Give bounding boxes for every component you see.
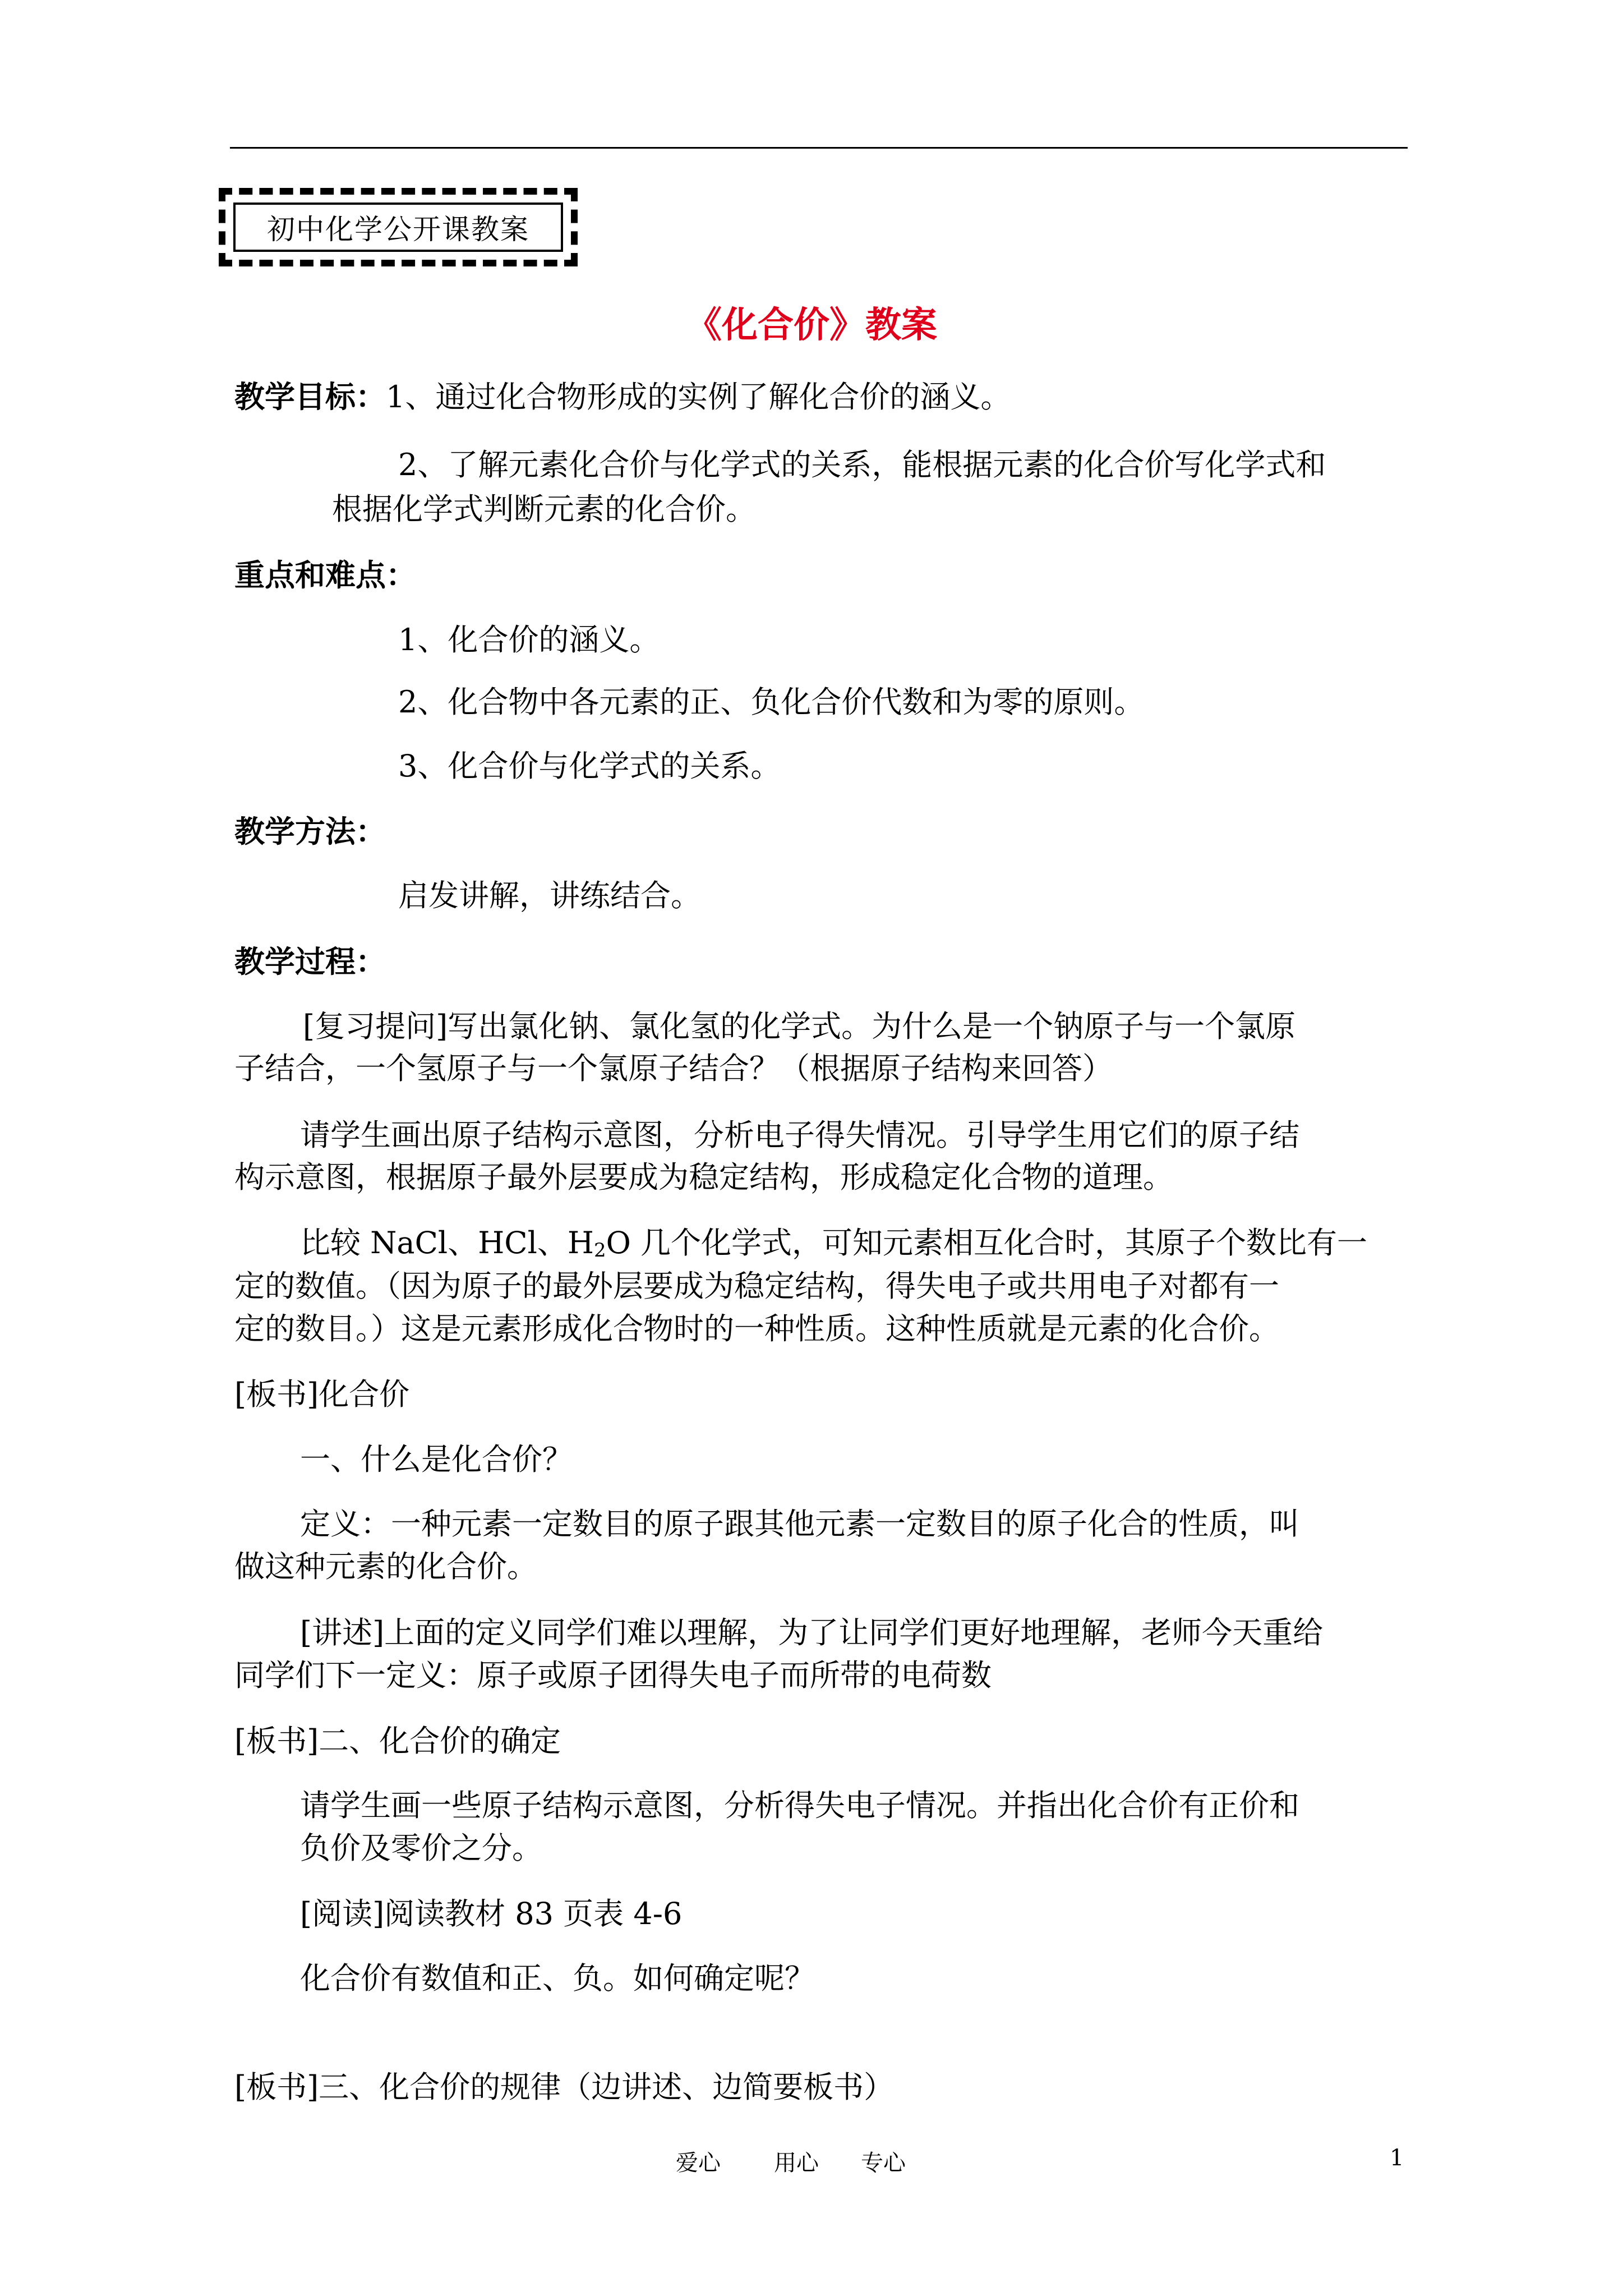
compare-line-1 bbox=[300, 1226, 1367, 1268]
method-text: 启发讲解，讲练结合。 bbox=[398, 878, 701, 913]
lecture-line-2: 同学们下一定义：原子或原子团得失电子而所带的电荷数 bbox=[234, 1658, 992, 1693]
objective-1: 1、通过化合物形成的实例了解化合价的涵义。 bbox=[386, 379, 1011, 415]
what-is-heading: 一、什么是化合价？ bbox=[300, 1442, 573, 1477]
method-label: 教学方法： bbox=[234, 813, 386, 849]
footer-motto-1: 爱心 bbox=[676, 2150, 721, 2176]
badge-text: 初中化学公开课教案 bbox=[267, 213, 529, 246]
key-point-3: 3、化合价与化学式的关系。 bbox=[398, 748, 781, 784]
objectives-line bbox=[234, 379, 1011, 415]
objectives-label: 教学目标： bbox=[234, 379, 386, 415]
compare-line-3: 定的数目。）这是元素形成化合物时的一种性质。这种性质就是元素的化合价。 bbox=[234, 1311, 1279, 1346]
header-rule bbox=[230, 147, 1408, 149]
review-line-1: [复习提问]写出氯化钠、氯化氢的化学式。为什么是一个钠原子与一个氯原 bbox=[303, 1009, 1296, 1044]
draw2-line-2: 负价及零价之分。 bbox=[300, 1830, 542, 1866]
draw-line-1: 请学生画出原子结构示意图，分析电子得失情况。引导学生用它们的原子结 bbox=[300, 1117, 1299, 1153]
key-points-label: 重点和难点： bbox=[234, 557, 416, 593]
compare-text-post: O 几个化学式，可知元素相互化合时，其原子个数比有一 bbox=[606, 1225, 1368, 1260]
definition-line-1: 定义：一种元素一定数目的原子跟其他元素一定数目的原子化合的性质，叫 bbox=[300, 1506, 1299, 1542]
draw2-line-1: 请学生画一些原子结构示意图，分析得失电子情况。并指出化合价有正价和 bbox=[300, 1788, 1299, 1823]
compare-subscript: 2 bbox=[593, 1239, 606, 1262]
page-title: 《化合价》教案 bbox=[686, 304, 937, 346]
question-line: 化合价有数值和正、负。如何确定呢？ bbox=[300, 1961, 815, 1996]
compare-line-2: 定的数值。（因为原子的最外层要成为稳定结构，得失电子或共用电子对都有一 bbox=[234, 1268, 1279, 1304]
footer-motto-2: 用心 bbox=[774, 2150, 819, 2176]
process-label: 教学过程： bbox=[234, 944, 386, 979]
board-1: [板书]化合价 bbox=[234, 1377, 410, 1412]
definition-line-2: 做这种元素的化合价。 bbox=[234, 1549, 537, 1584]
board-2: [板书]二、化合价的确定 bbox=[234, 1723, 561, 1759]
reading-note: [阅读]阅读教材 83 页表 4-6 bbox=[300, 1896, 683, 1931]
header-badge bbox=[219, 188, 578, 266]
lecture-line-1: [讲述]上面的定义同学们难以理解，为了让同学们更好地理解，老师今天重给 bbox=[300, 1615, 1324, 1650]
draw-line-2: 构示意图，根据原子最外层要成为稳定结构，形成稳定化合物的道理。 bbox=[234, 1159, 1173, 1195]
review-line-2: 子结合，一个氢原子与一个氯原子结合？（根据原子结构来回答） bbox=[234, 1051, 1113, 1086]
objective-2-line1: 2、了解元素化合价与化学式的关系，能根据元素的化合价写化学式和 bbox=[398, 447, 1326, 482]
compare-text-pre: 比较 NaCl、HCl、H bbox=[300, 1225, 594, 1260]
page-number: 1 bbox=[1390, 2145, 1404, 2171]
key-point-2: 2、化合物中各元素的正、负化合价代数和为零的原则。 bbox=[398, 684, 1145, 720]
objective-2-line2: 根据化学式判断元素的化合价。 bbox=[332, 491, 756, 527]
footer-motto-3: 专心 bbox=[861, 2150, 906, 2176]
board-3: [板书]三、化合价的规律（边讲述、边简要板书） bbox=[234, 2069, 895, 2105]
key-point-1: 1、化合价的涵义。 bbox=[398, 622, 660, 657]
